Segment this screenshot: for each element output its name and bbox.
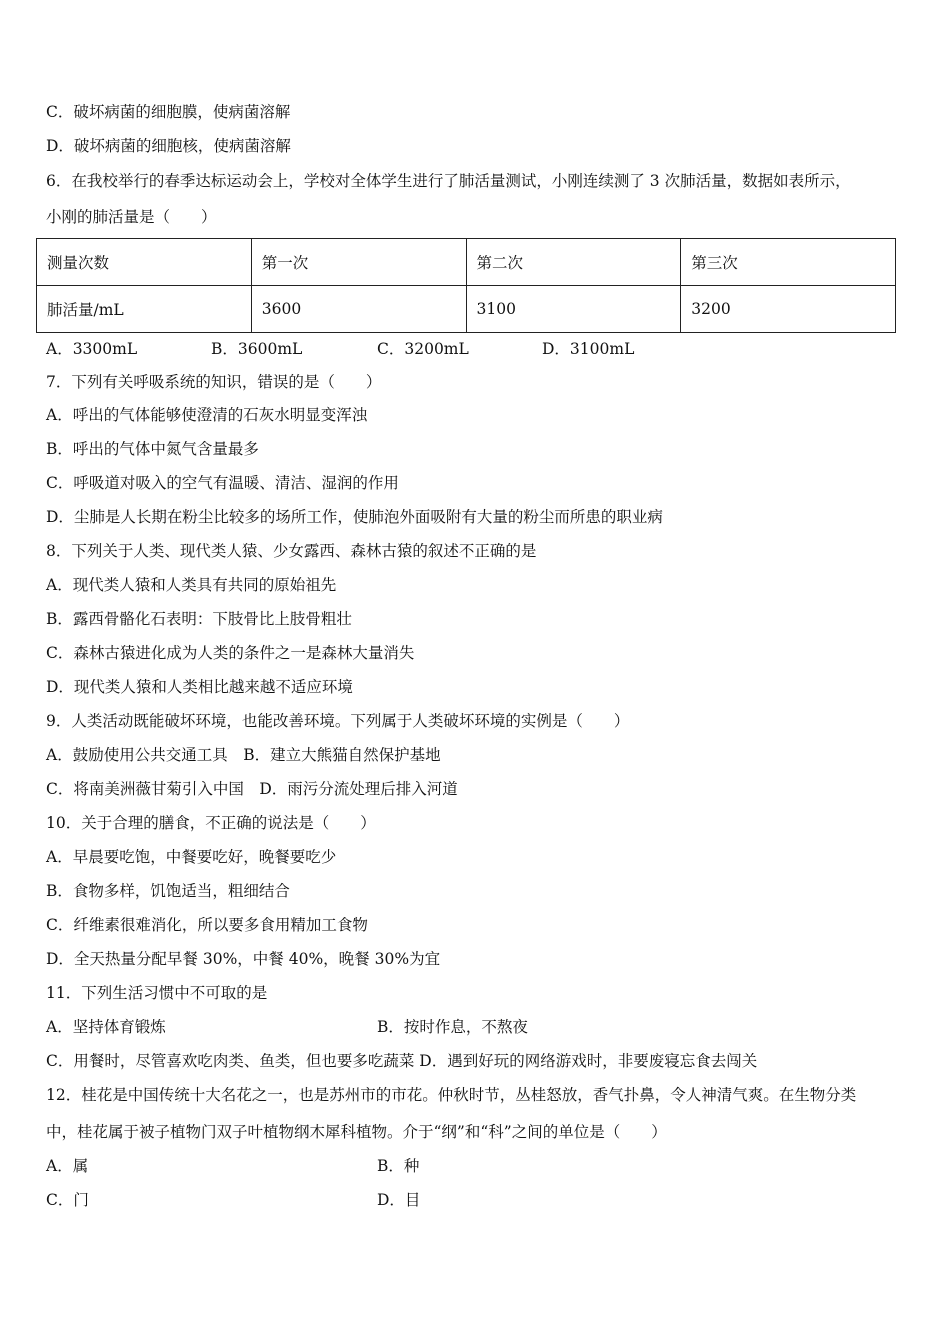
q6-stem-line2: 小刚的肺活量是（ ） — [46, 208, 217, 226]
q6-option-b: B．3600mL — [211, 340, 303, 358]
q11-stem: 11．下列生活习惯中不可取的是 — [46, 984, 268, 1002]
table-cell: 3100 — [466, 286, 681, 333]
q5-option-c: C．破坏病菌的细胞膜，使病菌溶解 — [46, 103, 291, 121]
q7-option-c: C．呼吸道对吸入的空气有温暖、清洁、湿润的作用 — [46, 474, 399, 492]
q5-option-d: D．破坏病菌的细胞核，使病菌溶解 — [46, 137, 291, 155]
q12-option-b: B．种 — [377, 1157, 420, 1175]
q6-option-d: D．3100mL — [542, 340, 635, 358]
q11-options-cd: C．用餐时，尽管喜欢吃肉类、鱼类，但也要多吃蔬菜 D．遇到好玩的网络游戏时，非要废寝忘食去闯关 — [46, 1052, 758, 1070]
q12-stem-line2: 中，桂花属于被子植物门双子叶植物纲木犀科植物。介于“纲”和“科”之间的单位是（ ） — [46, 1123, 667, 1141]
table-cell: 肺活量/mL — [37, 286, 252, 333]
table-row — [37, 286, 896, 333]
q7-option-a: A．呼出的气体能够使澄清的石灰水明显变浑浊 — [46, 406, 368, 424]
q12-stem-line1: 12．桂花是中国传统十大名花之一，也是苏州市的市花。仲秋时节，丛桂怒放，香气扑鼻，令人神清气爽。在生物分类 — [46, 1086, 857, 1104]
table-header-cell: 测量次数 — [37, 239, 252, 286]
q8-option-b: B．露西骨骼化石表明：下肢骨比上肢骨粗壮 — [46, 610, 352, 628]
q10-stem: 10．关于合理的膳食，不正确的说法是（ ） — [46, 814, 376, 832]
table-header-row — [37, 239, 896, 286]
q11-option-b: B．按时作息，不熬夜 — [377, 1018, 528, 1036]
q10-option-c: C．纤维素很难消化，所以要多食用精加工食物 — [46, 916, 368, 934]
table-header-cell: 第三次 — [681, 239, 896, 286]
q12-option-d: D．目 — [377, 1191, 421, 1209]
q10-option-d: D．全天热量分配早餐 30%，中餐 40%，晚餐 30%为宜 — [46, 950, 441, 968]
q6-stem-line1: 6．在我校举行的春季达标运动会上，学校对全体学生进行了肺活量测试，小刚连续测了 3 次肺活量，数据如表所示， — [46, 172, 851, 190]
q7-stem: 7．下列有关呼吸系统的知识，错误的是（ ） — [46, 373, 382, 391]
table-cell: 3600 — [251, 286, 466, 333]
q7-option-d: D．尘肺是人长期在粉尘比较多的场所工作，使肺泡外面吸附有大量的粉尘而所患的职业病 — [46, 508, 663, 526]
q7-option-b: B．呼出的气体中氮气含量最多 — [46, 440, 259, 458]
q8-option-a: A．现代类人猿和人类具有共同的原始祖先 — [46, 576, 337, 594]
q8-stem: 8．下列关于人类、现代类人猿、少女露西、森林古猿的叙述不正确的是 — [46, 542, 537, 560]
q8-option-c: C．森林古猿进化成为人类的条件之一是森林大量消失 — [46, 644, 415, 662]
q9-options-cd: C．将南美洲薇甘菊引入中国 D．雨污分流处理后排入河道 — [46, 780, 458, 798]
q10-option-a: A．早晨要吃饱，中餐要吃好，晚餐要吃少 — [46, 848, 337, 866]
table-cell: 3200 — [681, 286, 896, 333]
q9-stem: 9．人类活动既能破坏环境，也能改善环境。下列属于人类破坏环境的实例是（ ） — [46, 712, 630, 730]
q6-option-a: A．3300mL — [46, 340, 138, 358]
table-header-cell: 第二次 — [466, 239, 681, 286]
q10-option-b: B．食物多样，饥饱适当，粗细结合 — [46, 882, 290, 900]
q12-option-a: A．属 — [46, 1157, 89, 1175]
q9-options-ab: A．鼓励使用公共交通工具 B．建立大熊猫自然保护基地 — [46, 746, 441, 764]
table-header-cell: 第一次 — [251, 239, 466, 286]
lung-capacity-table — [36, 238, 896, 333]
q6-option-c: C．3200mL — [377, 340, 469, 358]
q11-option-a: A．坚持体育锻炼 — [46, 1018, 166, 1036]
q12-option-c: C．门 — [46, 1191, 89, 1209]
q8-option-d: D．现代类人猿和人类相比越来越不适应环境 — [46, 678, 353, 696]
